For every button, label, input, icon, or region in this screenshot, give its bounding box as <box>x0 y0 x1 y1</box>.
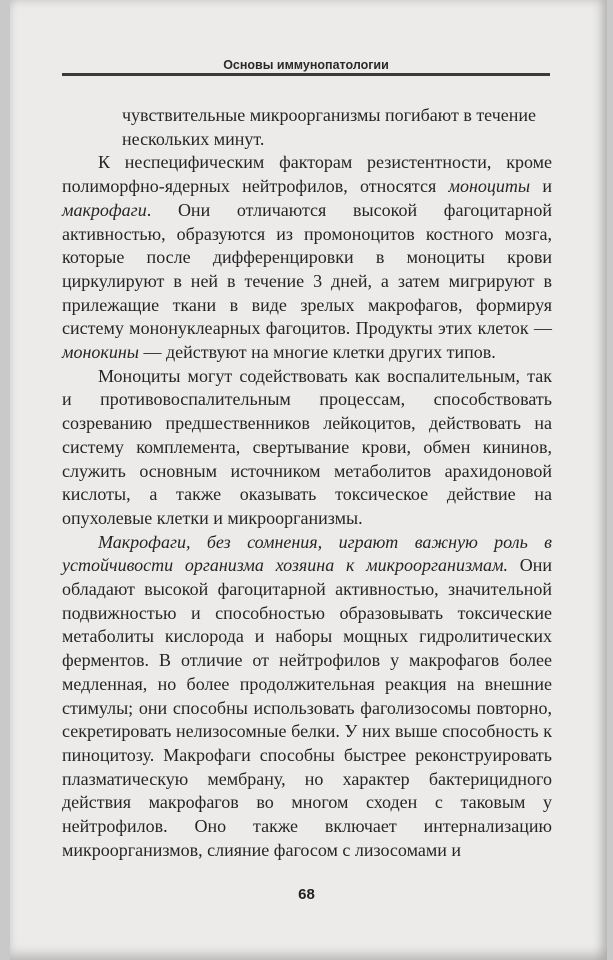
page-body <box>62 104 552 863</box>
page-number: 68 <box>298 886 315 903</box>
text-run: и <box>530 176 552 197</box>
running-header: Основы иммунопатологии <box>223 58 389 72</box>
header-rule <box>62 73 550 76</box>
paragraph-monocytes: Моноциты могут содействовать как воспалительным, так и противовоспалительным процессам, способствовать созреванию предшественников лейкоцитов, действовать на систему комплемента, свертывание крови, обмен кининов, служить основным источником метаболитов арахидоновой кислоты, а также оказывать токсическое действие на опухолевые клетки и микроорганизмы. <box>62 365 552 528</box>
term-monokines: монокины <box>62 342 139 363</box>
term-macrophages: макрофаги <box>62 199 147 220</box>
text-run: Они обладают высокой фагоцитарной активностью, значительной подвижностью и способностью образовывать токсические метаболиты кислорода и наборы мощных гидролитических ферментов. В отличие от нейтрофилов у макрофагов более медленная, но более продолжительная реакция на внешние стимулы; они способны использовать фаголизосомы повторно, секретировать нелизосомные белки. У них выше способность к пиноцитозу. Макрофаги способны быстрее реконструировать плазматическую мембрану, но характер бактерицидного действия макрофагов во многом сходен с таковым у нейтрофилов. Оно также включает интернализацию микроорганизмов, слияние фагосом с лизосомами и <box>62 555 553 860</box>
text-run: . Они отличаются высокой фагоцитарной активностью, образуются из промоноцитов костного мозга, которые после дифференцировки в моноциты крови циркулируют в ней в течение 3 дней, а затем мигрируют в прилежащие ткани в виде зрелых макрофагов, формируя систему мононуклеарных фагоцитов. Продукты этих клеток — <box>62 199 552 339</box>
paragraph-nonspecific-factors <box>62 151 552 364</box>
text-run: — действуют на многие клетки других типов. <box>138 342 496 363</box>
text-run: К неспецифическим факторам резистентности, кроме полиморфно-ядерных нейтрофилов, относятся <box>62 152 552 197</box>
emphasis-macrophages-role: Макрофаги, без сомнения, играют важную роль в устойчивости организма хозяина к микроорганизмам. <box>62 531 552 576</box>
paragraph-macrophages <box>62 531 552 863</box>
paragraph-continuation: чувствительные микроорганизмы погибают в течение нескольких минут. <box>122 105 537 149</box>
term-monocytes: моноциты <box>448 176 531 197</box>
